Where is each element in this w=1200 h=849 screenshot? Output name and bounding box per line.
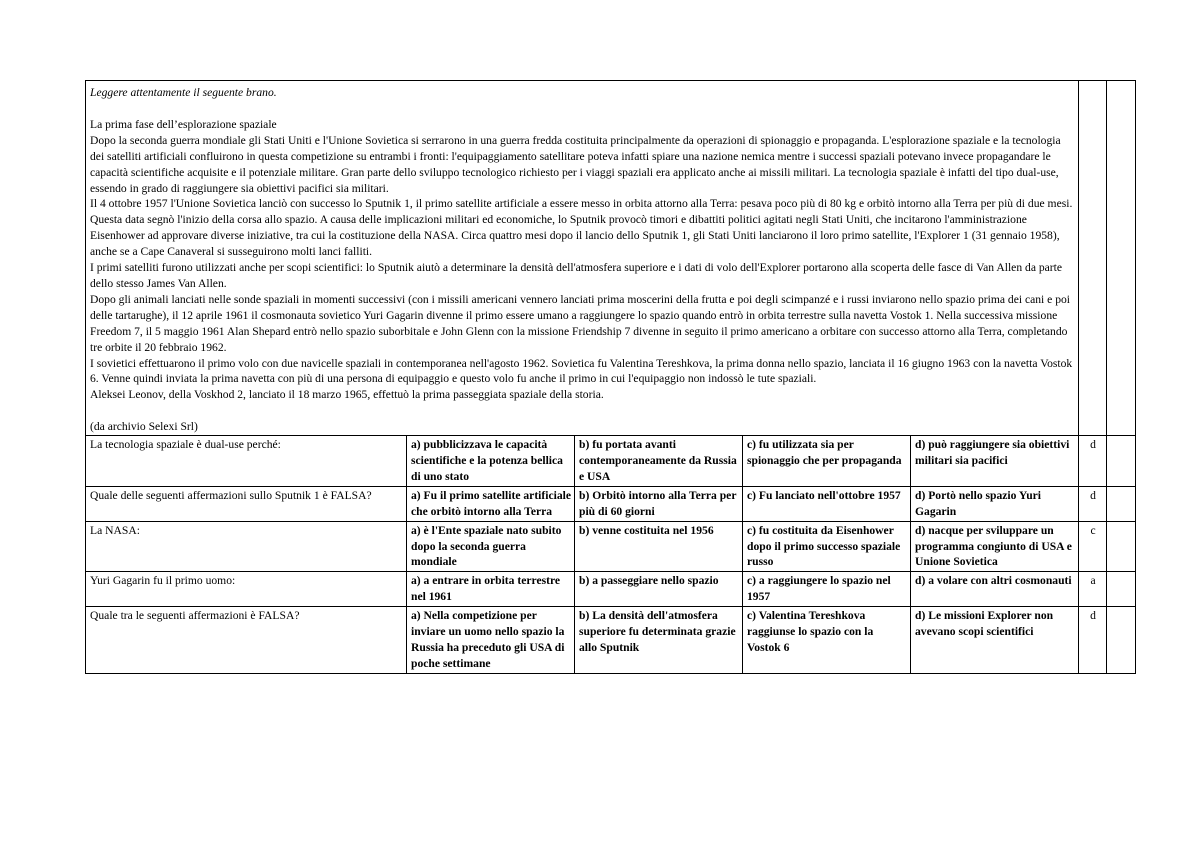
- passage-paragraph: Aleksei Leonov, della Voskhod 2, lanciato il 18 marzo 1965, effettuò la prima passeggiata spaziale della storia.: [90, 388, 604, 402]
- option-c: c) Valentina Tereshkova raggiunse lo spazio con la Vostok 6: [743, 607, 911, 674]
- passage-row: [86, 81, 1136, 436]
- option-a: a) a entrare in orbita terrestre nel 1961: [407, 572, 575, 607]
- extra-cell: [1107, 486, 1136, 521]
- passage-paragraph: I primi satelliti furono utilizzati anche per scopi scientifici: lo Sputnik aiutò a determinare la densità dell'atmosfera superiore e i dati di volo dell'Explorer portarono alla scoperta delle fasce di Van Allen da parte dello stesso James Van Allen.: [90, 261, 1063, 290]
- option-a: a) Fu il primo satellite artificiale che orbitò intorno alla Terra: [407, 486, 575, 521]
- option-b: b) Orbitò intorno alla Terra per più di 60 giorni: [575, 486, 743, 521]
- instructions: Leggere attentamente il seguente brano.: [90, 86, 277, 99]
- question-text: La NASA:: [86, 521, 407, 572]
- correct-answer: d: [1079, 607, 1107, 674]
- question-text: La tecnologia spaziale è dual-use perché:: [86, 436, 407, 487]
- passage-paragraph: Dopo gli animali lanciati nelle sonde spaziali in momenti successivi (con i missili americani vennero lanciati prima moscerini della frutta e poi degli scimpanzé e i russi inviarono nello spazio prima dei cani e poi delle tartarughe), il 12 aprile 1961 il cosmonauta sovietico Yuri Gagarin divenne il primo essere umano a raggiungere lo spazio quando entrò in orbita terrestre sulla navetta Vostok 1. Nella successiva missione Freedom 7, il 5 maggio 1961 Alan Shepard entrò nello spazio suborbitale e John Glenn con la missione Friendship 7 divenne in seguito il primo americano a orbitare con successo attorno alla Terra, completando tre orbite il 20 febbraio 1962.: [90, 292, 1071, 354]
- question-row: [86, 607, 1136, 674]
- option-d: d) nacque per sviluppare un programma congiunto di USA e Unione Sovietica: [911, 521, 1079, 572]
- option-d: d) Le missioni Explorer non avevano scopi scientifici: [911, 607, 1079, 674]
- option-a: a) è l'Ente spaziale nato subito dopo la seconda guerra mondiale: [407, 521, 575, 572]
- question-text: Yuri Gagarin fu il primo uomo:: [86, 572, 407, 607]
- option-d: d) a volare con altri cosmonauti: [911, 572, 1079, 607]
- option-c: c) a raggiungere lo spazio nel 1957: [743, 572, 911, 607]
- option-b: b) fu portata avanti contemporaneamente da Russia e USA: [575, 436, 743, 487]
- answer-column-header-blank: [1079, 81, 1107, 436]
- option-b: b) a passeggiare nello spazio: [575, 572, 743, 607]
- quiz-sheet: [85, 80, 1135, 674]
- extra-column-header-blank: [1107, 81, 1136, 436]
- passage-paragraph: Dopo la seconda guerra mondiale gli Stati Uniti e l'Unione Sovietica si serrarono in una guerra fredda costituita principalmente da operazioni di spionaggio e propaganda. L'esplorazione spaziale e la tecnologia dei satelliti artificiali confluirono in questa competizione su entrambi i fronti: l'equipaggiamento satellitare poteva infatti spiare una nazione nemica mentre i successi spaziali potevano invece propagandare le capacità scientifiche acquisite e il potenziale militare. Gran parte dello sviluppo tecnologico richiesto per i viaggi spaziali era applicato anche ai missili militari. La tecnologia spaziale è infatti del tipo dual-use, essendo in grado di raggiungere sia obiettivi pacifici sia militari.: [90, 133, 1061, 195]
- extra-cell: [1107, 607, 1136, 674]
- passage-source: (da archivio Selexi Srl): [90, 420, 198, 434]
- option-d: d) Portò nello spazio Yuri Gagarin: [911, 486, 1079, 521]
- quiz-table: [85, 80, 1136, 674]
- option-c: c) Fu lanciato nell'ottobre 1957: [743, 486, 911, 521]
- question-row: [86, 436, 1136, 487]
- option-b: b) venne costituita nel 1956: [575, 521, 743, 572]
- correct-answer: a: [1079, 572, 1107, 607]
- option-a: a) pubblicizzava le capacità scientifiche e la potenza bellica di uno stato: [407, 436, 575, 487]
- correct-answer: d: [1079, 436, 1107, 487]
- option-c: c) fu utilizzata sia per spionaggio che per propaganda: [743, 436, 911, 487]
- question-text: Quale tra le seguenti affermazioni è FALSA?: [86, 607, 407, 674]
- correct-answer: d: [1079, 486, 1107, 521]
- passage-title: La prima fase dell’esplorazione spaziale: [90, 117, 277, 131]
- option-b: b) La densità dell'atmosfera superiore fu determinata grazie allo Sputnik: [575, 607, 743, 674]
- correct-answer: c: [1079, 521, 1107, 572]
- question-text: Quale delle seguenti affermazioni sullo Sputnik 1 è FALSA?: [86, 486, 407, 521]
- passage-paragraph: Il 4 ottobre 1957 l'Unione Sovietica lanciò con successo lo Sputnik 1, il primo satellite artificiale a essere messo in orbita attorno alla Terra: pesava poco più di 80 kg e orbitò intorno alla Terra per più di due mesi. Questa data segnò l'inizio della corsa allo spazio. A causa delle implicazioni militari ed economiche, lo Sputnik provocò timori e dibattiti politici agitati negli Stati Uniti, che incitarono l'amministrazione Eisenhower ad approvare diverse iniziative, tra cui la costituzione della NASA. Circa quattro mesi dopo il lancio dello Sputnik 1, gli Stati Uniti lanciarono il loro primo satellite, l'Explorer 1 (31 gennaio 1958), anche se a Cape Canaveral si susseguirono molti lanci falliti.: [90, 197, 1073, 259]
- extra-cell: [1107, 572, 1136, 607]
- extra-cell: [1107, 436, 1136, 487]
- question-row: [86, 572, 1136, 607]
- question-row: [86, 486, 1136, 521]
- passage-cell: [86, 81, 1079, 436]
- question-row: [86, 521, 1136, 572]
- option-a: a) Nella competizione per inviare un uomo nello spazio la Russia ha preceduto gli USA di poche settimane: [407, 607, 575, 674]
- extra-cell: [1107, 521, 1136, 572]
- option-d: d) può raggiungere sia obiettivi militari sia pacifici: [911, 436, 1079, 487]
- option-c: c) fu costituita da Eisenhower dopo il primo successo spaziale russo: [743, 521, 911, 572]
- passage-paragraph: I sovietici effettuarono il primo volo con due navicelle spaziali in contemporanea nell'agosto 1962. Sovietica fu Valentina Tereshkova, la prima donna nello spazio, lanciata il 16 giugno 1963 con la navetta Vostok 6. Venne quindi inviata la prima navetta con più di una persona di equipaggio e questo volo fu anche il primo in cui l'equipaggio non indossò le tute spaziali.: [90, 356, 1073, 386]
